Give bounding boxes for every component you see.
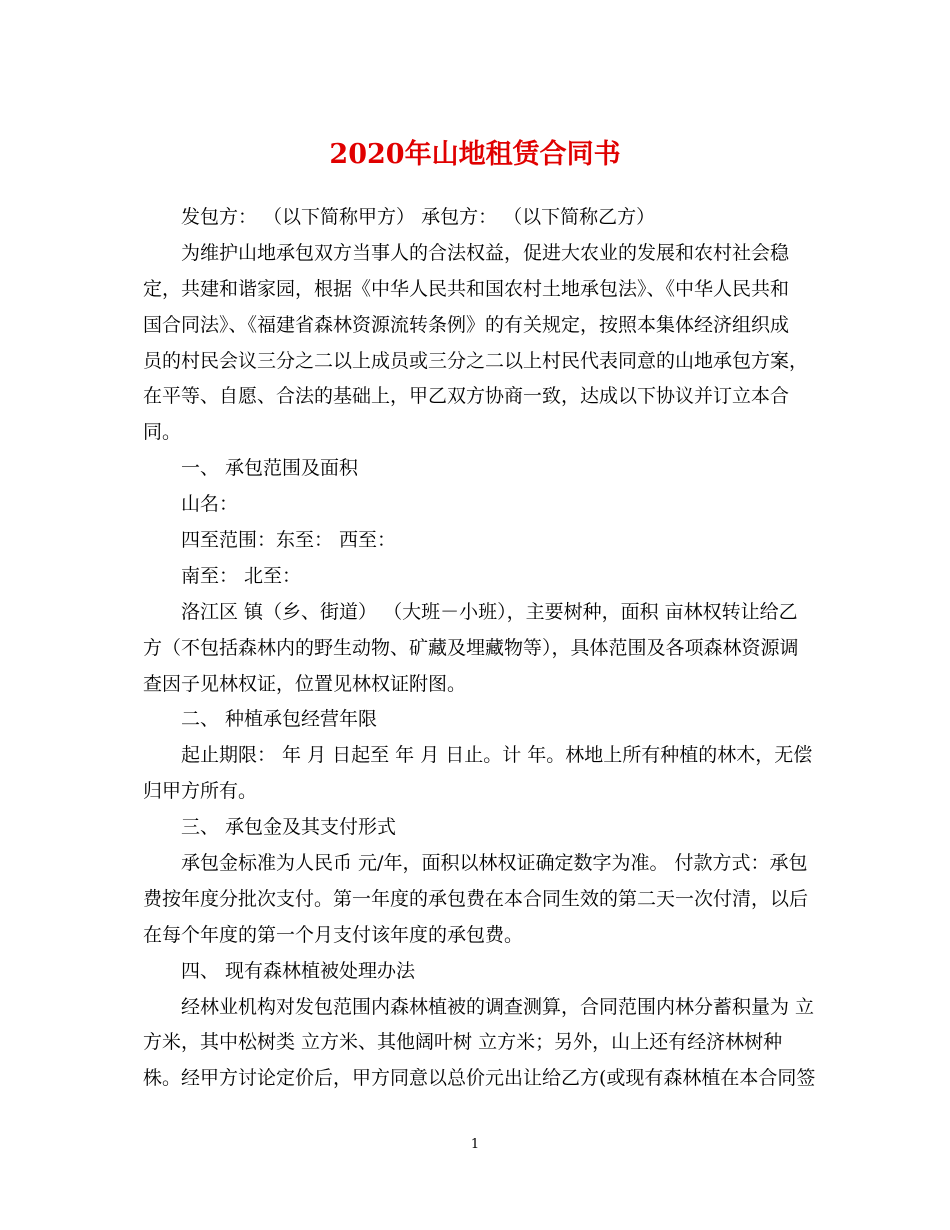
text-line: 员的村民会议三分之二以上成员或三分之二以上村民代表同意的山地承包方案， [143,349,809,372]
text-line: 国合同法》、《福建省森林资源流转条例》的有关规定，按照本集体经济组织成 [143,313,790,336]
text-line: 山名： [181,493,239,516]
text-line: 承包金标准为人民币 元/年，面积以林权证确定数字为准。 付款方式：承包 [181,852,808,875]
text-line: 四、 现有森林植被处理办法 [181,959,416,982]
text-line: 一、 承包范围及面积 [181,457,359,480]
text-line: 查因子见林权证，位置见林权证附图。 [143,672,467,695]
text-line: 二、 种植承包经营年限 [181,708,378,731]
text-line: 方米，其中松树类 立方米、其他阔叶树 立方米；另外，山上还有经济林树种 [143,1031,783,1054]
text-line: 在平等、自愿、合法的基础上，甲乙双方协商一致，达成以下协议并订立本合 [143,385,790,408]
document-body [143,200,816,1097]
page-number: 1 [470,1137,480,1152]
text-line: 费按年度分批次支付。第一年度的承包费在本合同生效的第二天一次付清，以后 [143,887,809,910]
text-line: 三、 承包金及其支付形式 [181,816,397,839]
text-line: 归甲方所有。 [143,780,258,803]
document-title: 2020年山地租赁合同书 [329,139,621,170]
text-line: 在每个年度的第一个月支付该年度的承包费。 [143,923,524,946]
text-line: 洛江区 镇（乡、街道） （大班－小班），主要树种，面积 亩林权转让给乙 [181,600,798,623]
text-line: 经林业机构对发包范围内森林植被的调查测算，合同范围内林分蓄积量为 立 [181,995,815,1018]
text-line: 方（不包括森林内的野生动物、矿藏及埋藏物等），具体范围及各项森林资源调 [143,636,799,659]
text-line: 起止期限： 年 月 日起至 年 月 日止。计 年。林地上所有种植的林木，无偿 [181,744,813,767]
text-line: 定，共建和谐家园，根据《中华人民共和国农村土地承包法》、《中华人民共和 [143,277,790,300]
text-line: 为维护山地承包双方当事人的合法权益，促进大农业的发展和农村社会稳 [181,241,790,264]
text-line: 株。经甲方讨论定价后，甲方同意以总价元出让给乙方(或现有森林植在本合同签 [143,1067,816,1090]
text-line: 南至： 北至： [181,564,302,587]
text-line: 四至范围：东至： 西至： [181,529,397,552]
text-line: 同。 [143,421,182,444]
text-line: 发包方： （以下简称甲方） 承包方： （以下简称乙方） [181,206,656,228]
